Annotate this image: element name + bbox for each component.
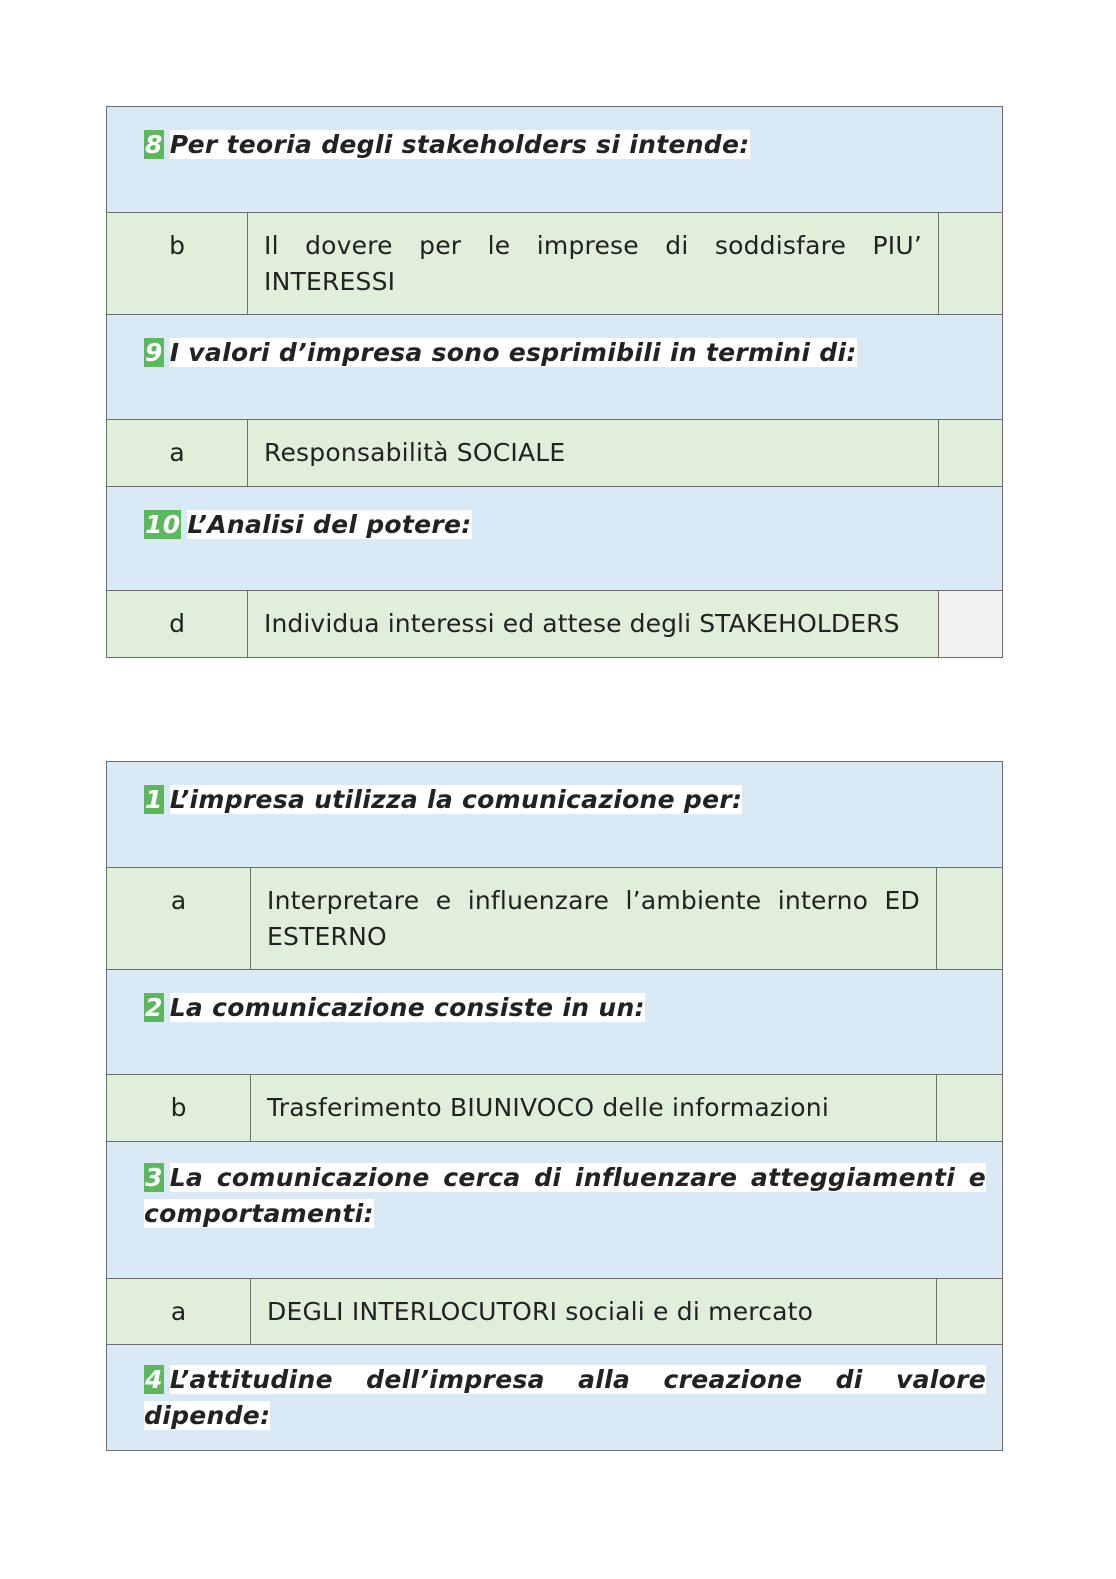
question-text bbox=[144, 1362, 986, 1434]
question-8 bbox=[107, 107, 1002, 213]
answer-text: DEGLI INTERLOCUTORI sociali e di mercato bbox=[267, 1297, 814, 1326]
answer-letter: b bbox=[107, 1075, 251, 1141]
question-label: L’attitudine dell’impresa alla creazione di valore dipende: bbox=[144, 1365, 986, 1430]
answer-row bbox=[107, 420, 1002, 487]
question-label: La comunicazione cerca di influenzare atteggiamenti e comportamenti: bbox=[144, 1163, 986, 1228]
question-text bbox=[144, 782, 986, 818]
quiz-block-2 bbox=[106, 761, 1003, 1451]
quiz-block-1 bbox=[106, 106, 1003, 658]
answer-row bbox=[107, 1279, 1002, 1345]
question-label: L’Analisi del potere: bbox=[187, 510, 472, 539]
answer-text: Trasferimento BIUNIVOCO delle informazioni bbox=[267, 1093, 829, 1122]
question-3 bbox=[107, 1142, 1002, 1279]
answer-text: Il dovere per le imprese di soddisfare PIU’ INTERESSI bbox=[264, 231, 922, 296]
question-text bbox=[144, 127, 986, 163]
question-1 bbox=[107, 762, 1002, 868]
question-number: 4 bbox=[145, 1365, 163, 1394]
question-label: L’impresa utilizza la comunicazione per: bbox=[169, 785, 743, 814]
question-text bbox=[144, 1160, 986, 1232]
question-2 bbox=[107, 970, 1002, 1075]
answer-check-cell bbox=[938, 420, 1002, 486]
question-number: 3 bbox=[145, 1163, 163, 1192]
answer-check-cell bbox=[936, 1075, 1002, 1141]
question-number: 2 bbox=[145, 993, 163, 1022]
answer-letter: a bbox=[107, 420, 248, 486]
answer-row bbox=[107, 213, 1002, 315]
question-number: 8 bbox=[145, 130, 163, 159]
answer-row bbox=[107, 1075, 1002, 1142]
answer-letter: d bbox=[107, 591, 248, 657]
answer-letter: a bbox=[107, 868, 251, 969]
answer-letter: b bbox=[107, 213, 248, 314]
answer-check-cell bbox=[938, 591, 1002, 657]
question-text bbox=[144, 507, 986, 543]
question-number: 9 bbox=[145, 338, 163, 367]
question-label: La comunicazione consiste in un: bbox=[169, 993, 645, 1022]
answer-check-cell bbox=[936, 1279, 1002, 1344]
answer-letter: a bbox=[107, 1279, 251, 1344]
question-9 bbox=[107, 315, 1002, 420]
question-text bbox=[144, 335, 986, 371]
question-label: I valori d’impresa sono esprimibili in termini di: bbox=[169, 338, 857, 367]
answer-row bbox=[107, 868, 1002, 970]
answer-text: Interpretare e influenzare l’ambiente interno ED ESTERNO bbox=[267, 886, 920, 951]
question-4 bbox=[107, 1345, 1002, 1450]
question-text bbox=[144, 990, 986, 1026]
question-10 bbox=[107, 487, 1002, 591]
question-number: 10 bbox=[145, 510, 181, 539]
answer-text: Individua interessi ed attese degli STAKEHOLDERS bbox=[264, 609, 900, 638]
question-number: 1 bbox=[145, 785, 163, 814]
answer-text: Responsabilità SOCIALE bbox=[264, 438, 566, 467]
answer-row bbox=[107, 591, 1002, 657]
answer-check-cell bbox=[938, 213, 1002, 314]
answer-check-cell bbox=[936, 868, 1002, 969]
question-label: Per teoria degli stakeholders si intende: bbox=[169, 130, 750, 159]
